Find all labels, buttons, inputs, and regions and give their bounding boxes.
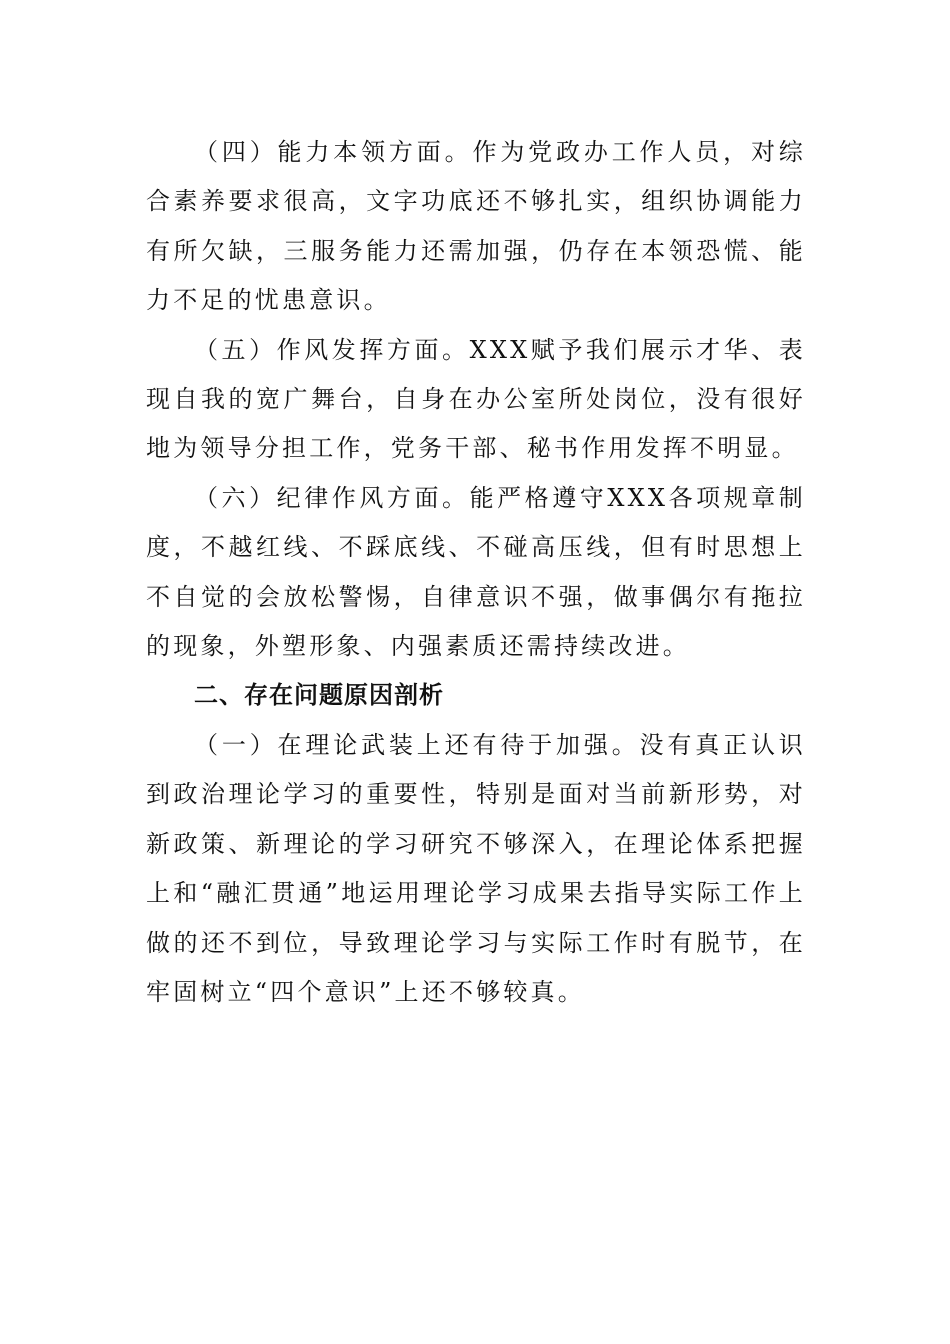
document-body [146, 128, 806, 1017]
section-heading: 二、存在问题原因剖析 [194, 681, 444, 710]
paragraph-theory: （一）在理论武装上还有待于加强。没有真正认识到政治理论学习的重要性，特别是面对当前新形势，对新政策、新理论的学习研究不够深入，在理论体系把握上和“融汇贯通”地运用理论学习成果去指导实际工作上做的还不到位，导致理论学习与实际工作时有脱节，在牢固树立“四个意识”上还不够较真。 [146, 730, 806, 1006]
paragraph-discipline: （六）纪律作风方面。能严格遵守XXX各项规章制度，不越红线、不踩底线、不碰高压线，但有时思想上不自觉的会放松警惕，自律意识不强，做事偶尔有拖拉的现象，外塑形象、内强素质还需持续改进。 [146, 483, 806, 661]
paragraph-ability: （四）能力本领方面。作为党政办工作人员，对综合素养要求很高，文字功底还不够扎实，组织协调能力有所欠缺，三服务能力还需加强，仍存在本领恐慌、能力不足的忧患意识。 [146, 138, 806, 315]
paragraph-style: （五）作风发挥方面。XXX赋予我们展示才华、表现自我的宽广舞台，自身在办公室所处岗位，没有很好地为领导分担工作，党务干部、秘书作用发挥不明显。 [146, 335, 806, 463]
